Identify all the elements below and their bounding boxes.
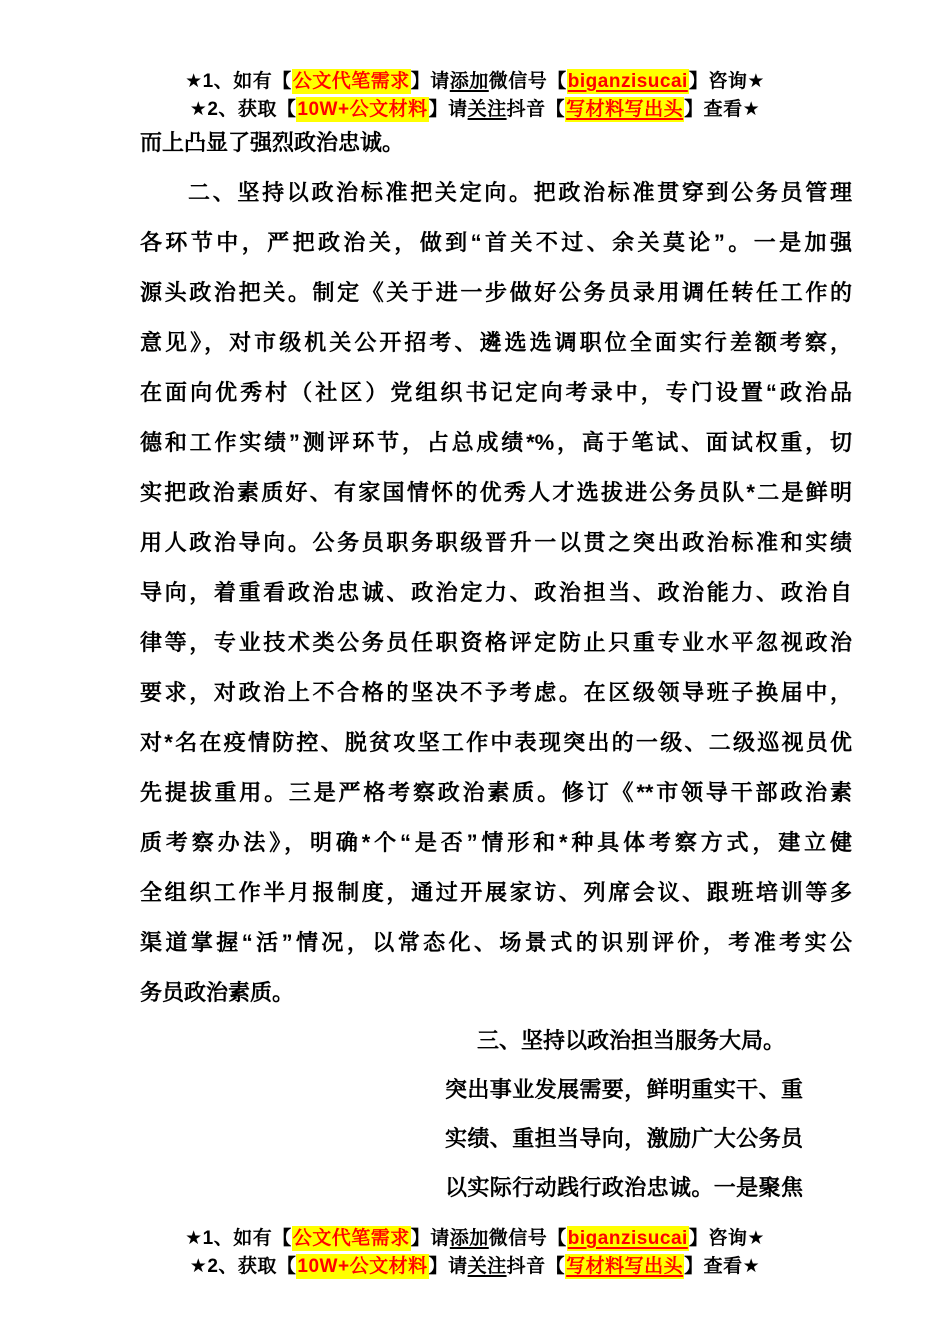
- promo-segment: 写材料写出头: [566, 1256, 684, 1277]
- promo-segment: 10W+公文材料: [297, 1256, 428, 1277]
- promo-segment: 】咨询★: [688, 71, 765, 92]
- paragraph-tail: [140, 118, 852, 168]
- promo-segment: 添加: [449, 71, 489, 92]
- promo-segment: ★2、获取【: [189, 1256, 297, 1277]
- text-line: 德和工作实绩”测评环节，占总成绩*%，高于笔试、面试权重，切: [140, 430, 852, 455]
- promo-segment: 微信号【: [488, 1228, 567, 1249]
- text-line: 导向，着重看政治忠诚、政治定力、政治担当、政治能力、政治自: [140, 580, 852, 605]
- text-line: 三、坚持以政治担当服务大局。: [477, 1028, 786, 1053]
- promo-segment: 公文代笔需求: [292, 71, 410, 92]
- promo-segment: 抖音【: [506, 1256, 566, 1277]
- text-line: 质考察办法》，明确*个“是否”情形和*种具体考察方式，建立健: [140, 830, 852, 855]
- paragraph-section-two: [140, 168, 852, 1018]
- text-line: 二、坚持以政治标准把关定向。把政治标准贯穿到公务员管理: [188, 180, 852, 205]
- promo-segment: 10W+公文材料: [297, 99, 428, 120]
- text-line: 务员政治素质。: [140, 980, 295, 1005]
- text-line: 先提拔重用。三是严格考察政治素质。修订《**市领导干部政治素: [140, 780, 852, 805]
- promo-line-1: [0, 1225, 950, 1253]
- text-line: 实把政治素质好、有家国情怀的优秀人才选拔进公务员队*二是鲜明: [140, 480, 852, 505]
- text-line: 全组织工作半月报制度，通过开展家访、列席会议、跟班培训等多: [140, 880, 852, 905]
- promo-segment: 】请: [428, 99, 468, 120]
- promo-banner-top: [0, 68, 950, 124]
- promo-segment: 】请: [410, 1228, 450, 1249]
- promo-banner-bottom: [0, 1225, 950, 1281]
- promo-segment: ★1、如有【: [185, 1228, 292, 1249]
- text-line: 在面向优秀村（社区）党组织书记定向考录中，专门设置“政治品: [140, 380, 852, 405]
- text-line: 突出事业发展需要，鲜明重实干、重: [445, 1077, 803, 1102]
- text-line: 各环节中，严把政治关，做到“首关不过、余关莫论”。一是加强: [140, 230, 852, 255]
- promo-segment: 】请: [410, 71, 450, 92]
- promo-segment: 】请: [428, 1256, 468, 1277]
- promo-segment: 关注: [467, 99, 507, 120]
- promo-segment: 微信号【: [488, 71, 567, 92]
- text-line: 而上凸显了强烈政治忠诚。: [140, 130, 405, 155]
- promo-segment: 公文代笔需求: [292, 1228, 410, 1249]
- promo-segment: 写材料写出头: [566, 99, 684, 120]
- paragraph-section-three: [445, 1016, 803, 1212]
- promo-segment: biganzisucai: [567, 71, 688, 92]
- promo-segment: 添加: [449, 1228, 489, 1249]
- text-line: 律等，专业技术类公务员任职资格评定防止只重专业水平忽视政治: [140, 630, 852, 655]
- promo-line-1: [0, 68, 950, 96]
- text-line: 渠道掌握“活”情况，以常态化、场景式的识别评价，考准考实公: [140, 930, 852, 955]
- text-line: 源头政治把关。制定《关于进一步做好公务员录用调任转任工作的: [140, 280, 852, 305]
- promo-segment: 】查看★: [684, 99, 761, 120]
- promo-segment: biganzisucai: [567, 1228, 688, 1249]
- promo-segment: 关注: [467, 1256, 507, 1277]
- text-line: 用人政治导向。公务员职务职级晋升一以贯之突出政治标准和实绩: [140, 530, 852, 555]
- text-line: 以实际行动践行政治忠诚。一是聚焦: [445, 1175, 803, 1200]
- promo-segment: ★1、如有【: [185, 71, 292, 92]
- promo-segment: 】查看★: [684, 1256, 761, 1277]
- text-line: 实绩、重担当导向，激励广大公务员: [445, 1126, 803, 1151]
- promo-segment: ★2、获取【: [189, 99, 297, 120]
- text-line: 要求，对政治上不合格的坚决不予考虑。在区级领导班子换届中，: [140, 680, 852, 705]
- text-line: 意见》，对市级机关公开招考、遴选选调职位全面实行差额考察，: [140, 330, 852, 355]
- text-line: 对*名在疫情防控、脱贫攻坚工作中表现突出的一级、二级巡视员优: [140, 730, 852, 755]
- promo-segment: 】咨询★: [688, 1228, 765, 1249]
- promo-segment: 抖音【: [506, 99, 566, 120]
- promo-line-2: [0, 1253, 950, 1281]
